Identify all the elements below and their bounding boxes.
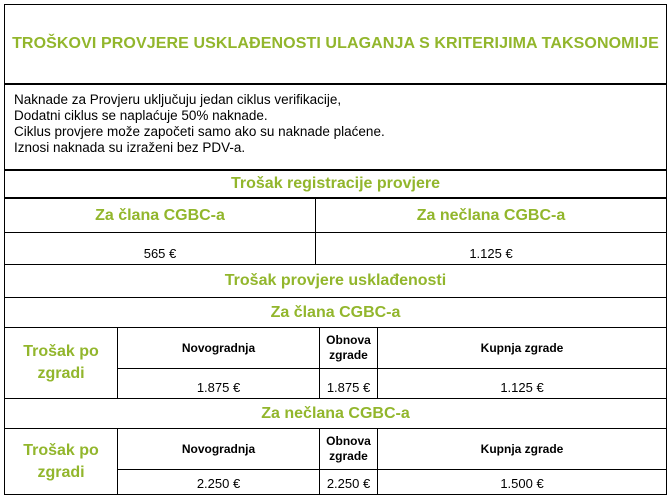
nonmember-col-renovation [319, 428, 378, 470]
member-col-purchase: Kupnja zgrade [377, 327, 667, 369]
member-row-label [4, 327, 118, 399]
fee-table [4, 4, 667, 495]
nonmember-value-purchase: 1.500 € [377, 469, 667, 495]
member-value-purchase: 1.125 € [377, 368, 667, 399]
verification-heading: Trošak provjere usklađenosti [4, 264, 667, 298]
registration-member-label: Za člana CGBC-a [4, 198, 316, 233]
fee-notes [4, 84, 667, 170]
member-group-heading: Za člana CGBC-a [4, 297, 667, 328]
note-line: Dodatni ciklus se naplaćuje 50% naknade. [14, 108, 268, 123]
member-col-renovation [319, 327, 378, 369]
nonmember-row-label [4, 428, 118, 495]
col-label-line: zgrade [329, 348, 368, 362]
table-title: TROŠKOVI PROVJERE USKLAĐENOSTI ULAGANJA S KRITERIJIMA TAKSONOMIJE [4, 4, 667, 84]
row-label-line: Trošak po [23, 441, 99, 459]
member-col-new: Novogradnja [117, 327, 320, 369]
col-label-line: zgrade [329, 449, 368, 463]
col-label-line: Obnova [326, 434, 371, 448]
note-line: Ciklus provjere može započeti samo ako su naknade plaćene. [14, 124, 385, 139]
nonmember-col-purchase: Kupnja zgrade [377, 428, 667, 470]
registration-member-value: 565 € [4, 232, 316, 265]
row-label-line: zgradi [37, 365, 85, 382]
member-value-new: 1.875 € [117, 368, 320, 399]
note-line: Iznosi naknada su izraženi bez PDV-a. [14, 140, 246, 155]
note-line: Naknade za Provjeru uključuju jedan ciklus verifikacije, [14, 92, 342, 107]
nonmember-col-new: Novogradnja [117, 428, 320, 470]
registration-nonmember-label: Za nečlana CGBC-a [315, 198, 667, 233]
registration-heading: Trošak registracije provjere [4, 170, 667, 198]
col-label-line: Obnova [326, 333, 371, 347]
nonmember-group-heading: Za nečlana CGBC-a [4, 398, 667, 429]
registration-nonmember-value: 1.125 € [315, 232, 667, 265]
row-label-line: Trošak po [23, 343, 99, 360]
nonmember-value-new: 2.250 € [117, 469, 320, 495]
member-value-renovation: 1.875 € [319, 368, 378, 399]
nonmember-value-renovation: 2.250 € [319, 469, 378, 495]
row-label-line: zgradi [37, 463, 85, 481]
